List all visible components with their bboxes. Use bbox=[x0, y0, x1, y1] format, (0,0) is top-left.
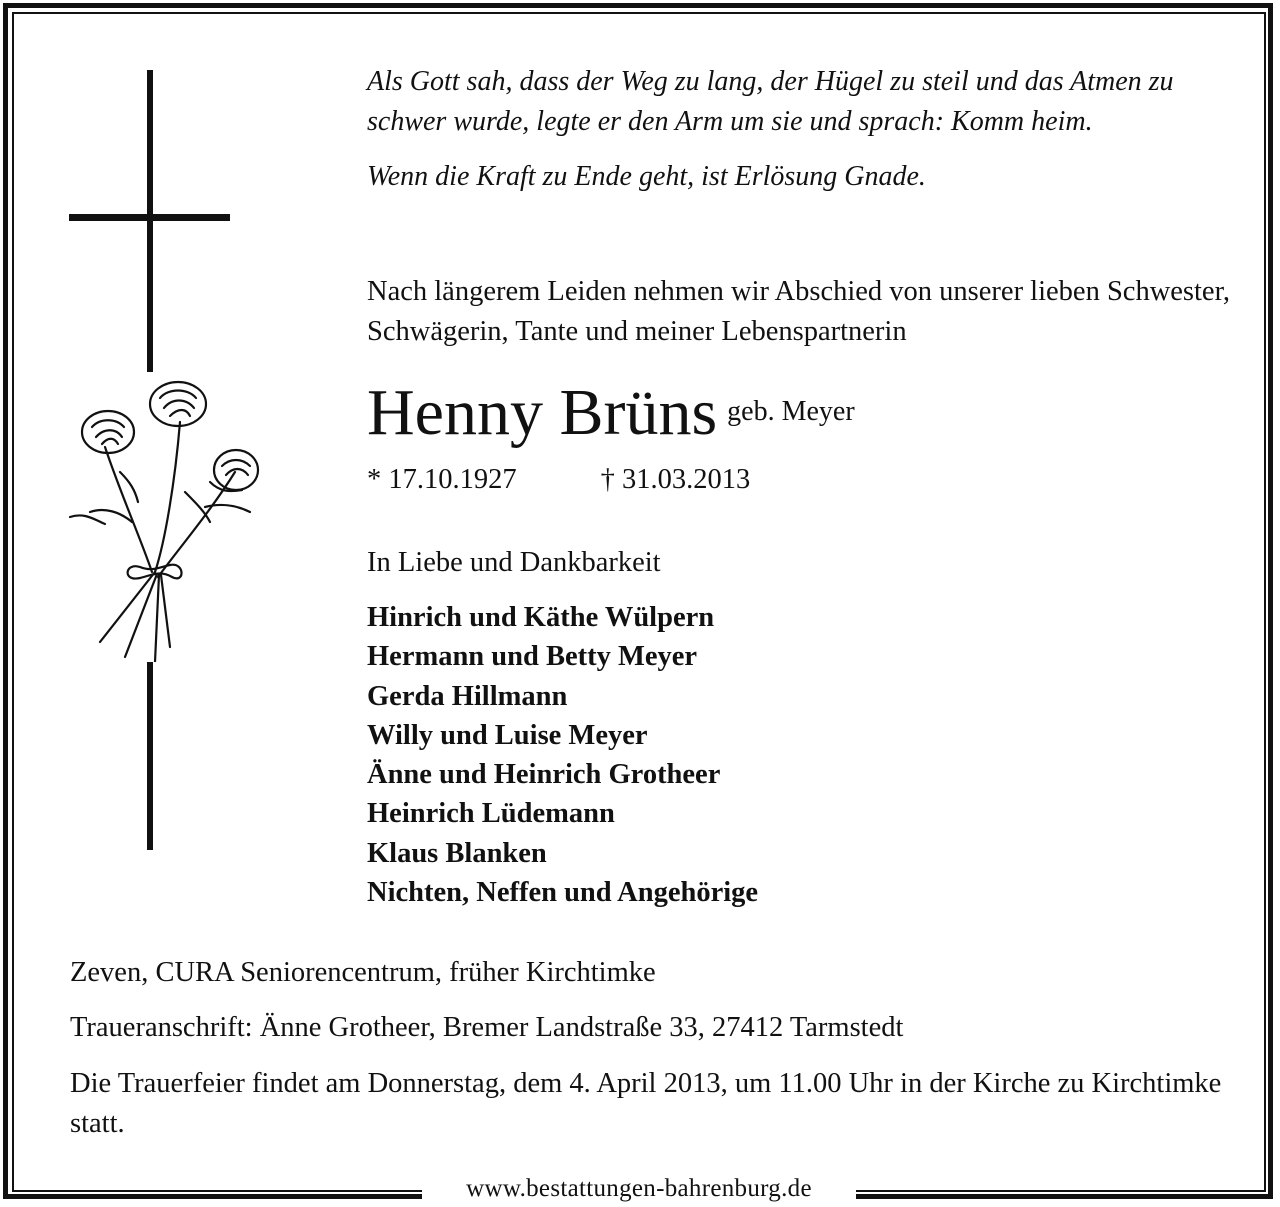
mourner-name: Nichten, Neffen und Angehörige bbox=[367, 877, 759, 909]
mourner-name: Änne und Heinrich Grotheer bbox=[367, 759, 721, 791]
life-dates bbox=[367, 460, 750, 500]
rose-bouquet-icon bbox=[60, 372, 270, 662]
mourning-address: Traueranschrift: Änne Grotheer, Bremer Landstraße 33, 27412 Tarmstedt bbox=[70, 1012, 904, 1043]
intro-text: Nach längerem Leiden nehmen wir Abschied von unserer lieben Schwester, Schwägerin, Tante und meiner Lebenspartnerin bbox=[367, 276, 1231, 347]
mourner-name: Gerda Hillmann bbox=[367, 680, 568, 712]
birth-date: * 17.10.1927 bbox=[367, 464, 517, 495]
funeral-service-info: Die Trauerfeier findet am Donnerstag, dem 4. April 2013, um 11.00 Uhr in der Kirche zu Kirchtimke statt. bbox=[70, 1068, 1222, 1139]
cross-horizontal-bar bbox=[69, 214, 230, 221]
deceased-name: Henny Brüns bbox=[367, 376, 718, 449]
poem-verse-1: Als Gott sah, dass der Weg zu lang, der Hügel zu steil und das Atmen zu schwer wurde, legte er den Arm um sie und sprach: Komm heim. bbox=[367, 66, 1174, 137]
mourner-name: Hermann und Betty Meyer bbox=[367, 641, 698, 673]
mourners-list bbox=[367, 598, 758, 912]
place-line: Zeven, CURA Seniorencentrum, früher Kirchtimke bbox=[70, 957, 656, 988]
deceased-name-block bbox=[367, 372, 855, 453]
maiden-name: geb. Meyer bbox=[727, 396, 855, 427]
death-date: † 31.03.2013 bbox=[600, 464, 751, 495]
mourner-name: Willy und Luise Meyer bbox=[367, 719, 648, 751]
mourner-name: Hinrich und Käthe Wülpern bbox=[367, 602, 715, 633]
thanks-line: In Liebe und Dankbarkeit bbox=[367, 547, 661, 578]
mourner-name: Heinrich Lüdemann bbox=[367, 798, 615, 830]
footer-url: www.bestattungen-bahrenburg.de bbox=[466, 1175, 812, 1202]
poem bbox=[367, 62, 1247, 197]
poem-verse-2: Wenn die Kraft zu Ende geht, ist Erlösung Gnade. bbox=[367, 161, 926, 192]
mourner-name: Klaus Blanken bbox=[367, 837, 547, 869]
